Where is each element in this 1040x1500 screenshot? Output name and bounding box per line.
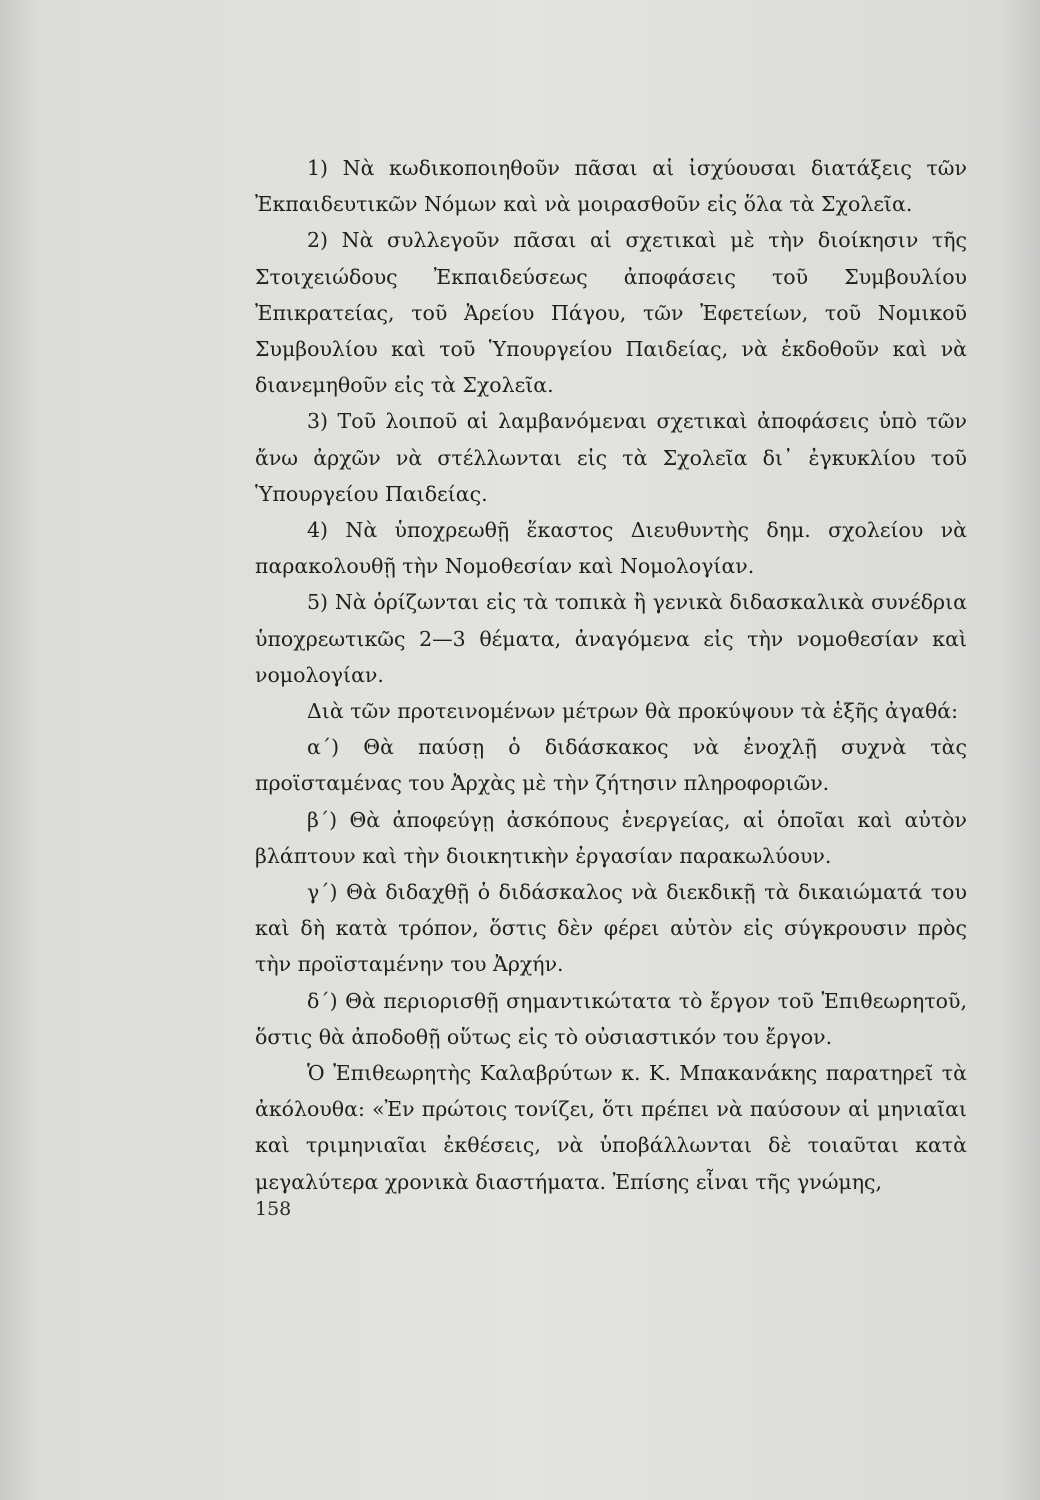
paragraph-10: δ΄) Θὰ περιορισθῇ σημαντικώτατα τὸ ἔργον τοῦ Ἐπιθεωρητοῦ, ὅστις θὰ ἀποδοθῇ οὕτως εἰς τὸ οὐσιαστικόν του ἔργον.: [255, 988, 967, 1049]
paragraph-2: 2) Νὰ συλλεγοῦν πᾶσαι αἱ σχετικαὶ μὲ τὴν διοίκησιν τῆς Στοιχειώδους Ἐκπαιδεύσεως ἀποφάσεις τοῦ Συμβουλίου Ἐπικρατείας, τοῦ Ἀρείου Πάγου, τῶν Ἐφετείων, τοῦ Νομικοῦ Συμβουλίου καὶ τοῦ Ὑπουργείου Παιδείας, νὰ ἐκδοθοῦν καὶ νὰ διανεμηθοῦν εἰς τὰ Σχολεῖα.: [255, 228, 967, 398]
paragraph-7: α΄) Θὰ παύσῃ ὁ διδάσκακος νὰ ἐνοχλῇ συχνὰ τὰς προϊσταμένας του Ἀρχὰς μὲ τὴν ζήτησιν πληροφοριῶν.: [255, 735, 967, 796]
page-number: 158: [255, 1198, 292, 1220]
paragraph-9: γ΄) Θὰ διδαχθῇ ὁ διδάσκαλος νὰ διεκδικῇ τὰ δικαιώματά του καὶ δὴ κατὰ τρόπον, ὅστις δὲν φέρει αὐτὸν εἰς σύγκρουσιν πρὸς τὴν προϊσταμένην του Ἀρχήν.: [255, 880, 967, 977]
paragraph-6: Διὰ τῶν προτεινομένων μέτρων θὰ προκύψουν τὰ ἑξῆς ἀγαθά:: [307, 699, 959, 724]
paragraph-3: 3) Τοῦ λοιποῦ αἱ λαμβανόμεναι σχετικαὶ ἀποφάσεις ὑπὸ τῶν ἄνω ἀρχῶν νὰ στέλλωνται εἰς τὰ Σχολεῖα δι᾿ ἐγκυκλίου τοῦ Ὑπουργείου Παιδείας.: [255, 409, 967, 506]
paragraph-4: 4) Νὰ ὑποχρεωθῇ ἕκαστος Διευθυντὴς δημ. σχολείου νὰ παρακολουθῇ τὴν Νομοθεσίαν καὶ Νομολογίαν.: [255, 518, 967, 579]
paragraph-1: 1) Νὰ κωδικοποιηθοῦν πᾶσαι αἱ ἰσχύουσαι διατάξεις τῶν Ἐκπαιδευτικῶν Νόμων καὶ νὰ μοιρασθοῦν εἰς ὅλα τὰ Σχολεῖα.: [255, 156, 967, 217]
body-text: [255, 150, 967, 1200]
paragraph-5: 5) Νὰ ὁρίζωνται εἰς τὰ τοπικὰ ἢ γενικὰ διδασκαλικὰ συνέδρια ὑποχρεωτικῶς 2—3 θέματα, ἀναγόμενα εἰς τὴν νομοθεσίαν καὶ νομολογίαν.: [255, 590, 967, 687]
paragraph-8: β΄) Θὰ ἀποφεύγῃ ἀσκόπους ἐνεργείας, αἱ ὁποῖαι καὶ αὐτὸν βλάπτουν καὶ τὴν διοικητικὴν ἐργασίαν παρακωλύουν.: [255, 807, 967, 868]
paragraph-11: Ὁ Ἐπιθεωρητὴς Καλαβρύτων κ. Κ. Μπακανάκης παρατηρεῖ τὰ ἀκόλουθα: «Ἐν πρώτοις τονίζει, ὅτι πρέπει νὰ παύσουν αἱ μηνιαῖαι καὶ τριμηνιαῖαι ἐκθέσεις, νὰ ὑποβάλλωνται δὲ τοιαῦται κατὰ μεγαλύτερα χρονικὰ διαστήματα. Ἐπίσης εἶναι τῆς γνώμης,: [255, 1061, 967, 1194]
